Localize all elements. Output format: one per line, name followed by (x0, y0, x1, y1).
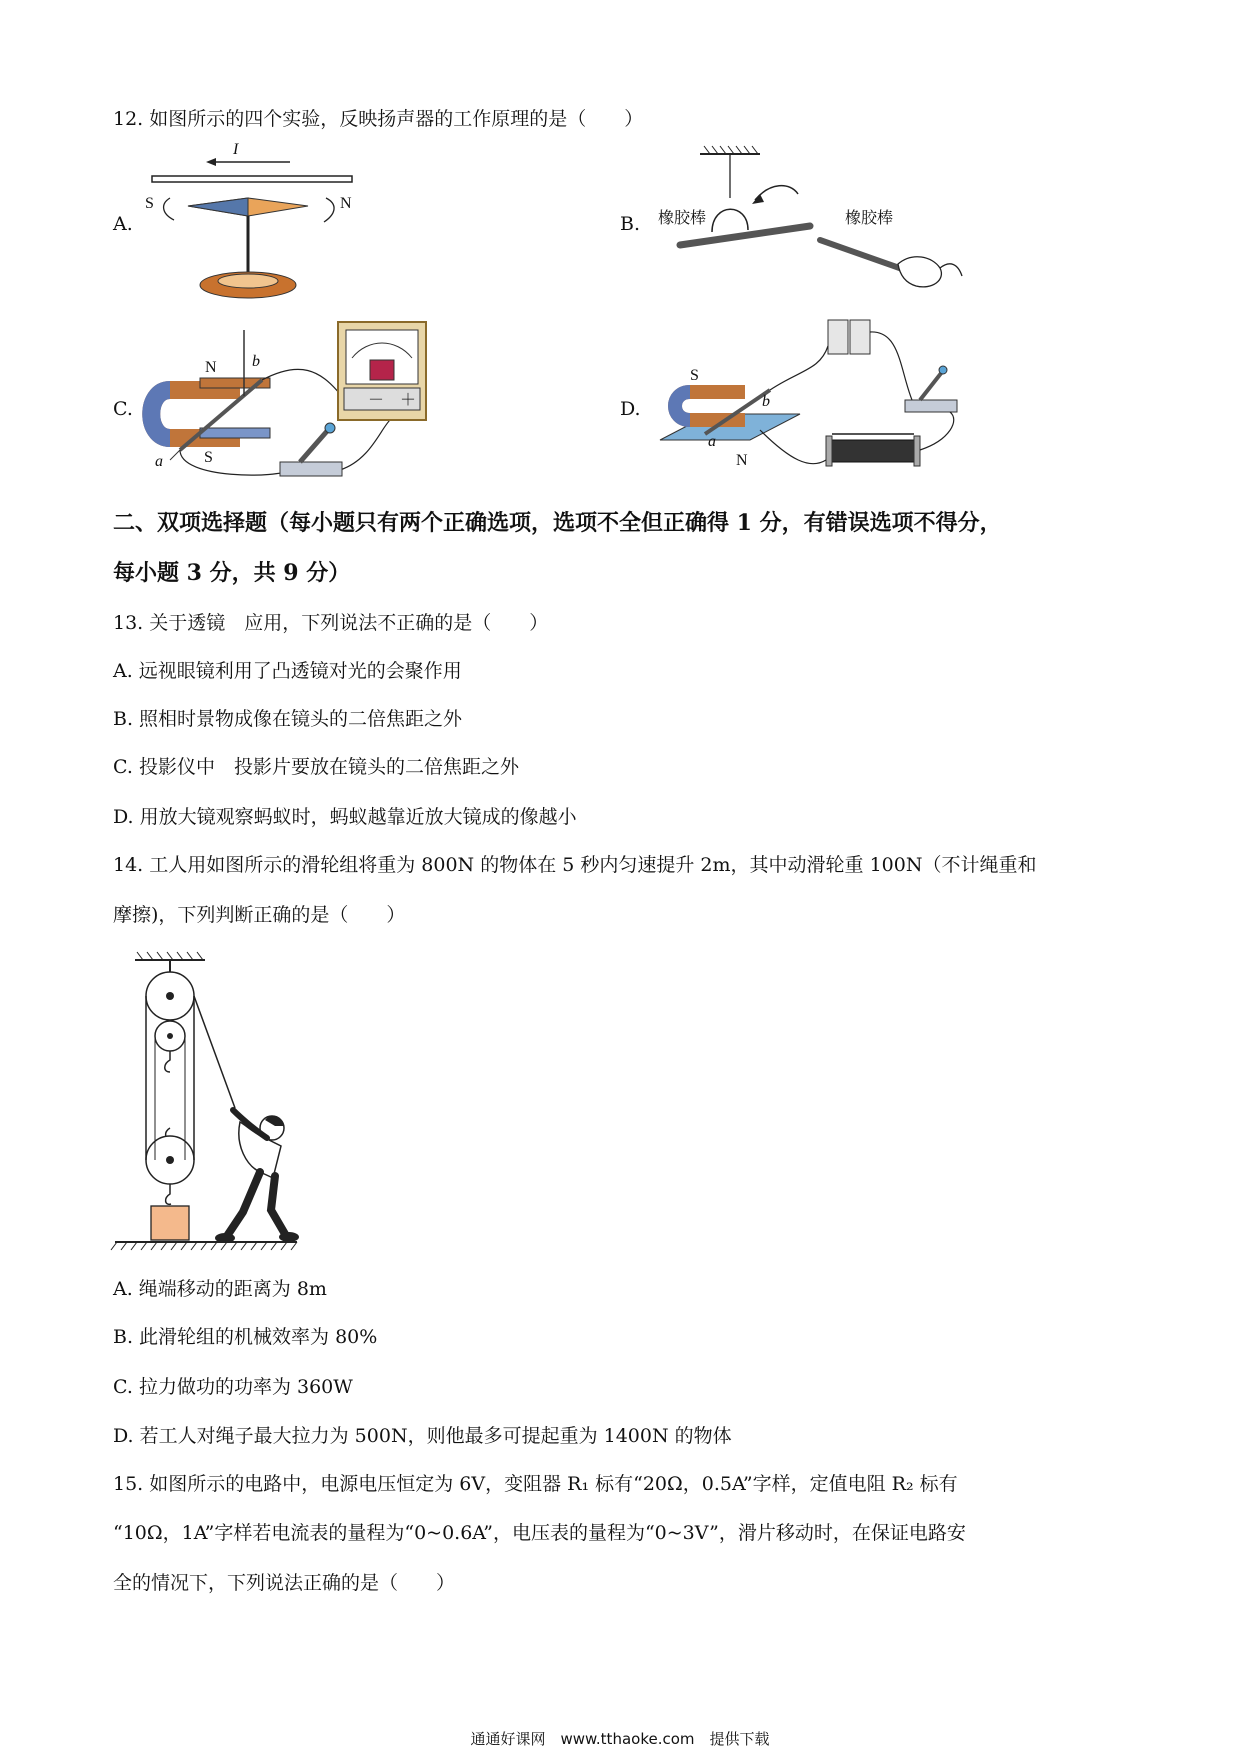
q13-option-d: D. 用放大镜观察蚂蚁时，蚂蚁越靠近放大镜成的像越小 (113, 806, 577, 828)
q12-figure-a (140, 140, 370, 305)
q12-option-d-letter: D. (620, 398, 641, 420)
section-heading-cont: 每小题 3 分，共 9 分） (113, 560, 351, 586)
q12-option-b-letter: B. (620, 213, 641, 235)
end-b-label-d: b (762, 393, 770, 410)
q14-option-a: A. 绳端移动的距离为 8m (113, 1278, 327, 1300)
q14-option-b: B. 此滑轮组的机械效率为 80% (113, 1326, 378, 1348)
q12-figure-d (650, 310, 980, 490)
north-label-d: N (736, 452, 748, 469)
q13-stem: 13. 关于透镜 应用，下列说法不正确的是（ ） (113, 612, 549, 634)
north-label-c: N (205, 359, 217, 376)
switch-icon-d (905, 400, 957, 412)
end-a-label-d: a (708, 433, 716, 450)
q12-figure-c (140, 310, 450, 490)
compass-needle-blue (188, 198, 248, 216)
south-label: S (145, 195, 154, 212)
q13-option-a: A. 远视眼镜利用了凸透镜对光的会聚作用 (113, 660, 462, 682)
q14-stem: 14. 工人用如图所示的滑轮组将重为 800N 的物体在 5 秒内匀速提升 2m，其中动滑轮重 100N（不计绳重和 (113, 854, 1037, 876)
south-label-c: S (204, 449, 213, 466)
rod-right-label: 橡胶棒 (845, 210, 894, 227)
page-footer: 通通好课网 www.tthaoke.com 提供下载 (470, 1730, 770, 1748)
q14-pulley-figure (115, 950, 305, 1255)
rod-left-label: 橡胶棒 (658, 210, 707, 227)
rheostat-icon (830, 440, 916, 462)
current-label: I (233, 141, 239, 158)
q14-option-d: D. 若工人对绳子最大拉力为 500N，则他最多可提起重为 1400N 的物体 (113, 1425, 732, 1447)
rubber-rod-held (820, 240, 905, 270)
south-label-d: S (690, 367, 699, 384)
svg-text:－ ＋: － ＋ (368, 392, 417, 409)
switch-icon (280, 462, 342, 476)
q15-stem-cont2: 全的情况下，下列说法正确的是（ ） (113, 1572, 456, 1594)
end-a-label-c: a (155, 453, 163, 470)
q12-option-a-letter: A. (113, 213, 133, 235)
q15-stem: 15. 如图所示的电路中，电源电压恒定为 6V，变阻器 R₁ 标有“20Ω，0.5A”字样，定值电阻 R₂ 标有 (113, 1473, 958, 1495)
end-b-label-c: b (252, 353, 260, 370)
q12-option-c-letter: C. (113, 398, 133, 420)
weight-block (151, 1206, 189, 1240)
worker-icon (215, 1110, 299, 1243)
q14-stem-cont: 摩擦)，下列判断正确的是（ ） (113, 904, 406, 926)
north-label: N (340, 195, 352, 212)
q12-stem: 12. 如图所示的四个实验，反映扬声器的工作原理的是（ ） (113, 108, 644, 130)
q12-figure-b (640, 140, 970, 305)
q14-option-c: C. 拉力做功的功率为 360W (113, 1376, 353, 1398)
hand-icon (898, 257, 941, 287)
battery-icon (828, 320, 848, 354)
q13-option-b: B. 照相时景物成像在镜头的二倍焦距之外 (113, 708, 463, 730)
q15-stem-cont: “10Ω，1A”字样若电流表的量程为“0~0.6A”，电压表的量程为“0~3V”，滑片移动时，在保证电路安 (113, 1522, 966, 1544)
q13-option-c: C. 投影仪中 投影片要放在镜头的二倍焦距之外 (113, 756, 519, 778)
section-heading: 二、双项选择题（每小题只有两个正确选项，选项不全但正确得 1 分，有错误选项不得分， (113, 510, 1002, 536)
